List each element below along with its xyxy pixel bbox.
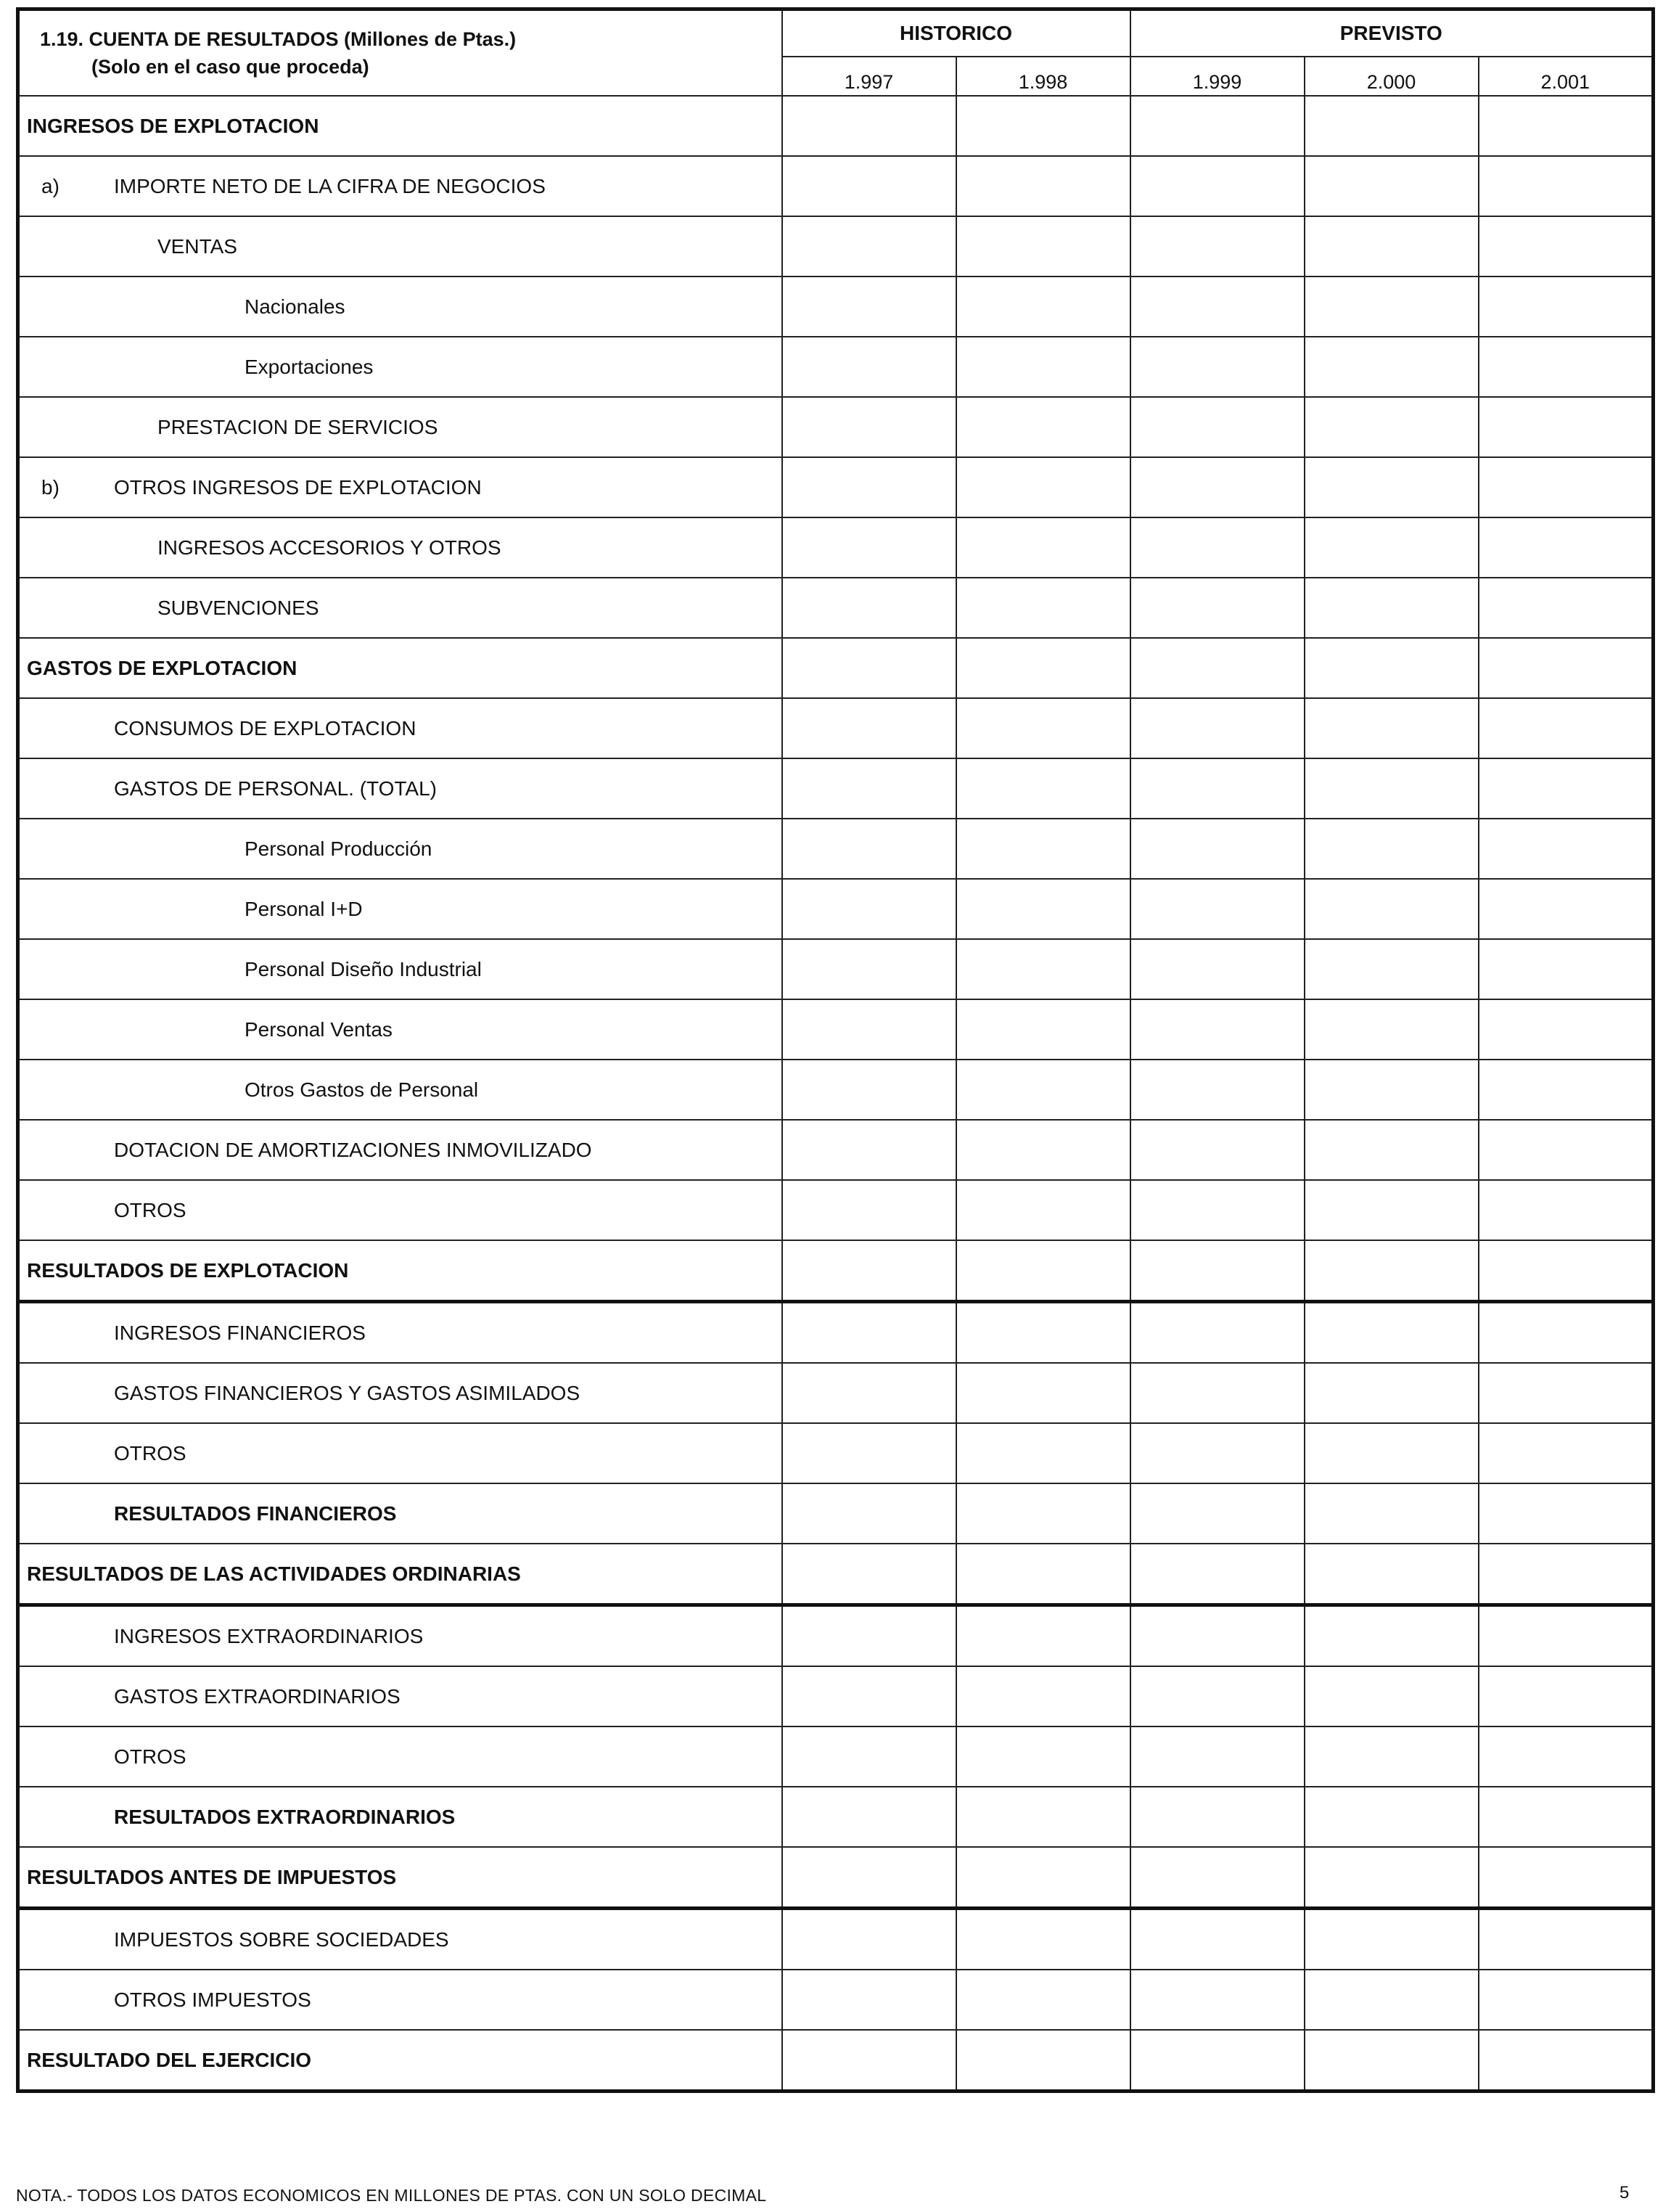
value-cell-1999[interactable] bbox=[1130, 1363, 1305, 1423]
value-cell-1999[interactable] bbox=[1130, 578, 1305, 638]
table-row bbox=[18, 1847, 1654, 1909]
value-cell-2001[interactable] bbox=[1479, 578, 1654, 638]
table-row bbox=[18, 276, 1654, 337]
row-label-text: Exportaciones bbox=[245, 355, 374, 378]
group-header-historico: HISTORICO bbox=[782, 9, 1130, 57]
table-row bbox=[18, 638, 1654, 698]
row-label-text: OTROS bbox=[114, 1441, 186, 1465]
value-cell-1998[interactable] bbox=[956, 1180, 1130, 1240]
form-title-line1: 1.19. CUENTA DE RESULTADOS (Millones de Ptas.) bbox=[40, 28, 517, 50]
table-row bbox=[18, 1666, 1654, 1726]
page-number: 5 bbox=[1619, 2183, 1630, 2203]
row-label bbox=[18, 1302, 782, 1364]
value-cell-2001[interactable] bbox=[1479, 939, 1654, 999]
row-label-text: Personal Producción bbox=[245, 837, 432, 860]
row-label bbox=[18, 1180, 782, 1240]
table-row bbox=[18, 1909, 1654, 1970]
table-row bbox=[18, 96, 1654, 156]
value-cell-2001[interactable] bbox=[1479, 698, 1654, 758]
row-label bbox=[18, 216, 782, 276]
footer-note: NOTA.- TODOS LOS DATOS ECONOMICOS EN MILLONES DE PTAS. CON UN SOLO DECIMAL bbox=[16, 2186, 767, 2205]
row-label-text: INGRESOS EXTRAORDINARIOS bbox=[114, 1624, 424, 1647]
value-cell-1999[interactable] bbox=[1130, 939, 1305, 999]
row-label-text: DOTACION DE AMORTIZACIONES INMOVILIZADO bbox=[114, 1138, 592, 1161]
value-cell-1997[interactable] bbox=[782, 758, 956, 819]
row-label bbox=[18, 457, 782, 517]
value-cell-2001[interactable] bbox=[1479, 1060, 1654, 1120]
row-label-text: Nacionales bbox=[245, 295, 345, 318]
row-label bbox=[18, 276, 782, 337]
value-cell-2000[interactable] bbox=[1305, 216, 1479, 276]
value-cell-1999[interactable] bbox=[1130, 1666, 1305, 1726]
value-cell-1997[interactable] bbox=[782, 1240, 956, 1302]
row-label-text: RESULTADOS DE LAS ACTIVIDADES ORDINARIAS bbox=[27, 1562, 521, 1585]
row-label bbox=[18, 1240, 782, 1302]
row-label-text: RESULTADOS EXTRAORDINARIOS bbox=[114, 1805, 456, 1828]
value-cell-1998[interactable] bbox=[956, 1483, 1130, 1544]
value-cell-1999[interactable] bbox=[1130, 1544, 1305, 1605]
table-row bbox=[18, 1483, 1654, 1544]
value-cell-1997[interactable] bbox=[782, 638, 956, 698]
year-header-1998: 1.998 bbox=[956, 57, 1130, 96]
value-cell-1998[interactable] bbox=[956, 1605, 1130, 1667]
row-marker: a) bbox=[41, 174, 59, 197]
value-cell-2000[interactable] bbox=[1305, 276, 1479, 337]
row-label-text: VENTAS bbox=[157, 234, 237, 258]
value-cell-2001[interactable] bbox=[1479, 879, 1654, 939]
table-row bbox=[18, 517, 1654, 578]
value-cell-1999[interactable] bbox=[1130, 216, 1305, 276]
value-cell-1999[interactable] bbox=[1130, 156, 1305, 216]
row-label bbox=[18, 1666, 782, 1726]
value-cell-1997[interactable] bbox=[782, 1970, 956, 2030]
value-cell-1998[interactable] bbox=[956, 1909, 1130, 1970]
row-label bbox=[18, 939, 782, 999]
value-cell-1998[interactable] bbox=[956, 96, 1130, 156]
row-label bbox=[18, 999, 782, 1060]
row-label-text: OTROS IMPUESTOS bbox=[114, 1988, 311, 2011]
value-cell-2001[interactable] bbox=[1479, 1302, 1654, 1364]
row-label-text: Personal Diseño Industrial bbox=[245, 957, 482, 980]
row-label bbox=[18, 578, 782, 638]
value-cell-1998[interactable] bbox=[956, 1970, 1130, 2030]
form-title-line2: (Solo en el caso que proceda) bbox=[91, 56, 369, 78]
value-cell-1998[interactable] bbox=[956, 698, 1130, 758]
group-header-previsto: PREVISTO bbox=[1130, 9, 1654, 57]
value-cell-1999[interactable] bbox=[1130, 397, 1305, 457]
row-label-text: RESULTADOS ANTES DE IMPUESTOS bbox=[27, 1865, 397, 1888]
value-cell-1997[interactable] bbox=[782, 1483, 956, 1544]
row-label-text: RESULTADO DEL EJERCICIO bbox=[27, 2048, 312, 2071]
row-label bbox=[18, 1544, 782, 1605]
value-cell-1999[interactable] bbox=[1130, 1787, 1305, 1847]
value-cell-1998[interactable] bbox=[956, 1240, 1130, 1302]
value-cell-1999[interactable] bbox=[1130, 1120, 1305, 1180]
table-row bbox=[18, 758, 1654, 819]
value-cell-1997[interactable] bbox=[782, 2030, 956, 2092]
value-cell-1997[interactable] bbox=[782, 1909, 956, 1970]
value-cell-2001[interactable] bbox=[1479, 96, 1654, 156]
row-label bbox=[18, 638, 782, 698]
value-cell-2000[interactable] bbox=[1305, 879, 1479, 939]
value-cell-1998[interactable] bbox=[956, 156, 1130, 216]
row-label bbox=[18, 1060, 782, 1120]
value-cell-1997[interactable] bbox=[782, 397, 956, 457]
value-cell-2000[interactable] bbox=[1305, 397, 1479, 457]
row-label-text: GASTOS EXTRAORDINARIOS bbox=[114, 1684, 401, 1708]
value-cell-2000[interactable] bbox=[1305, 156, 1479, 216]
table-row bbox=[18, 1423, 1654, 1483]
table-row bbox=[18, 1544, 1654, 1605]
table-row bbox=[18, 1726, 1654, 1787]
value-cell-2000[interactable] bbox=[1305, 1240, 1479, 1302]
value-cell-2000[interactable] bbox=[1305, 1544, 1479, 1605]
value-cell-2000[interactable] bbox=[1305, 698, 1479, 758]
value-cell-1998[interactable] bbox=[956, 276, 1130, 337]
value-cell-2000[interactable] bbox=[1305, 1909, 1479, 1970]
value-cell-2000[interactable] bbox=[1305, 578, 1479, 638]
row-label bbox=[18, 1787, 782, 1847]
year-header-2001: 2.001 bbox=[1479, 57, 1654, 96]
value-cell-1998[interactable] bbox=[956, 578, 1130, 638]
row-label-text: Otros Gastos de Personal bbox=[245, 1078, 479, 1101]
row-label-text: Personal Ventas bbox=[245, 1017, 393, 1041]
value-cell-2000[interactable] bbox=[1305, 1605, 1479, 1667]
row-label bbox=[18, 758, 782, 819]
value-cell-2001[interactable] bbox=[1479, 1909, 1654, 1970]
value-cell-2000[interactable] bbox=[1305, 337, 1479, 397]
row-label-text: PRESTACION DE SERVICIOS bbox=[157, 415, 438, 438]
value-cell-1997[interactable] bbox=[782, 156, 956, 216]
value-cell-1999[interactable] bbox=[1130, 1060, 1305, 1120]
value-cell-1997[interactable] bbox=[782, 1666, 956, 1726]
value-cell-2001[interactable] bbox=[1479, 1483, 1654, 1544]
value-cell-1997[interactable] bbox=[782, 337, 956, 397]
value-cell-1998[interactable] bbox=[956, 1666, 1130, 1726]
table-row bbox=[18, 819, 1654, 879]
value-cell-2000[interactable] bbox=[1305, 819, 1479, 879]
value-cell-1997[interactable] bbox=[782, 1302, 956, 1364]
value-cell-2001[interactable] bbox=[1479, 1120, 1654, 1180]
value-cell-1997[interactable] bbox=[782, 1605, 956, 1667]
value-cell-1999[interactable] bbox=[1130, 337, 1305, 397]
value-cell-1999[interactable] bbox=[1130, 2030, 1305, 2092]
value-cell-2000[interactable] bbox=[1305, 1970, 1479, 2030]
value-cell-1997[interactable] bbox=[782, 1120, 956, 1180]
value-cell-1997[interactable] bbox=[782, 819, 956, 879]
table-row bbox=[18, 1180, 1654, 1240]
row-label-text: GASTOS DE PERSONAL. (TOTAL) bbox=[114, 777, 437, 800]
value-cell-2001[interactable] bbox=[1479, 1240, 1654, 1302]
table-row bbox=[18, 879, 1654, 939]
value-cell-2001[interactable] bbox=[1479, 517, 1654, 578]
row-label bbox=[18, 156, 782, 216]
row-label-text: INGRESOS DE EXPLOTACION bbox=[27, 114, 319, 137]
value-cell-2001[interactable] bbox=[1479, 758, 1654, 819]
row-label bbox=[18, 1605, 782, 1667]
value-cell-1998[interactable] bbox=[956, 1302, 1130, 1364]
value-cell-1999[interactable] bbox=[1130, 1483, 1305, 1544]
header-row-groups bbox=[18, 9, 1654, 57]
value-cell-1999[interactable] bbox=[1130, 1726, 1305, 1787]
value-cell-1997[interactable] bbox=[782, 96, 956, 156]
value-cell-1998[interactable] bbox=[956, 1787, 1130, 1847]
row-label bbox=[18, 1726, 782, 1787]
row-label-text: GASTOS DE EXPLOTACION bbox=[27, 656, 297, 679]
value-cell-2000[interactable] bbox=[1305, 1363, 1479, 1423]
table-row bbox=[18, 1240, 1654, 1302]
value-cell-1999[interactable] bbox=[1130, 698, 1305, 758]
value-cell-1997[interactable] bbox=[782, 517, 956, 578]
value-cell-2000[interactable] bbox=[1305, 517, 1479, 578]
row-label-text: IMPORTE NETO DE LA CIFRA DE NEGOCIOS bbox=[114, 174, 546, 197]
value-cell-1997[interactable] bbox=[782, 578, 956, 638]
value-cell-1999[interactable] bbox=[1130, 457, 1305, 517]
row-label-text: SUBVENCIONES bbox=[157, 596, 319, 619]
row-label-text: CONSUMOS DE EXPLOTACION bbox=[114, 716, 416, 740]
value-cell-2001[interactable] bbox=[1479, 1423, 1654, 1483]
value-cell-2000[interactable] bbox=[1305, 1423, 1479, 1483]
value-cell-1998[interactable] bbox=[956, 638, 1130, 698]
value-cell-1999[interactable] bbox=[1130, 96, 1305, 156]
value-cell-1999[interactable] bbox=[1130, 1302, 1305, 1364]
value-cell-2001[interactable] bbox=[1479, 337, 1654, 397]
value-cell-1998[interactable] bbox=[956, 337, 1130, 397]
row-label bbox=[18, 1909, 782, 1970]
value-cell-2001[interactable] bbox=[1479, 1605, 1654, 1667]
row-label bbox=[18, 337, 782, 397]
value-cell-2000[interactable] bbox=[1305, 96, 1479, 156]
value-cell-2001[interactable] bbox=[1479, 2030, 1654, 2092]
value-cell-1999[interactable] bbox=[1130, 819, 1305, 879]
table-row bbox=[18, 457, 1654, 517]
table-row bbox=[18, 939, 1654, 999]
value-cell-2000[interactable] bbox=[1305, 2030, 1479, 2092]
value-cell-2001[interactable] bbox=[1479, 156, 1654, 216]
table-row bbox=[18, 999, 1654, 1060]
value-cell-2001[interactable] bbox=[1479, 1544, 1654, 1605]
row-label bbox=[18, 1847, 782, 1909]
value-cell-1998[interactable] bbox=[956, 1726, 1130, 1787]
value-cell-2001[interactable] bbox=[1479, 276, 1654, 337]
row-label-text: OTROS bbox=[114, 1198, 186, 1221]
value-cell-1999[interactable] bbox=[1130, 1909, 1305, 1970]
value-cell-1998[interactable] bbox=[956, 1423, 1130, 1483]
value-cell-1998[interactable] bbox=[956, 758, 1130, 819]
value-cell-2000[interactable] bbox=[1305, 1302, 1479, 1364]
value-cell-1998[interactable] bbox=[956, 939, 1130, 999]
value-cell-2000[interactable] bbox=[1305, 1060, 1479, 1120]
table-row bbox=[18, 156, 1654, 216]
value-cell-2001[interactable] bbox=[1479, 999, 1654, 1060]
row-label-text: INGRESOS FINANCIEROS bbox=[114, 1321, 366, 1344]
table-row bbox=[18, 2030, 1654, 2092]
value-cell-1998[interactable] bbox=[956, 517, 1130, 578]
row-label bbox=[18, 2030, 782, 2092]
value-cell-2001[interactable] bbox=[1479, 1726, 1654, 1787]
table-row bbox=[18, 578, 1654, 638]
value-cell-1999[interactable] bbox=[1130, 758, 1305, 819]
row-label-text: RESULTADOS FINANCIEROS bbox=[114, 1502, 397, 1525]
value-cell-2000[interactable] bbox=[1305, 758, 1479, 819]
value-cell-1997[interactable] bbox=[782, 1544, 956, 1605]
value-cell-1999[interactable] bbox=[1130, 276, 1305, 337]
results-account-table bbox=[16, 7, 1655, 2093]
value-cell-2001[interactable] bbox=[1479, 397, 1654, 457]
value-cell-1997[interactable] bbox=[782, 999, 956, 1060]
value-cell-2000[interactable] bbox=[1305, 1847, 1479, 1909]
row-label bbox=[18, 1970, 782, 2030]
value-cell-2000[interactable] bbox=[1305, 457, 1479, 517]
value-cell-1999[interactable] bbox=[1130, 1180, 1305, 1240]
value-cell-2001[interactable] bbox=[1479, 457, 1654, 517]
value-cell-1997[interactable] bbox=[782, 879, 956, 939]
value-cell-2000[interactable] bbox=[1305, 1787, 1479, 1847]
row-label bbox=[18, 819, 782, 879]
value-cell-2000[interactable] bbox=[1305, 1483, 1479, 1544]
value-cell-1997[interactable] bbox=[782, 1787, 956, 1847]
row-label-text: Personal I+D bbox=[245, 897, 363, 920]
form-title bbox=[18, 9, 782, 97]
table-row bbox=[18, 1787, 1654, 1847]
value-cell-2000[interactable] bbox=[1305, 939, 1479, 999]
value-cell-2000[interactable] bbox=[1305, 1180, 1479, 1240]
value-cell-1998[interactable] bbox=[956, 457, 1130, 517]
value-cell-1997[interactable] bbox=[782, 1847, 956, 1909]
value-cell-1998[interactable] bbox=[956, 999, 1130, 1060]
value-cell-2001[interactable] bbox=[1479, 1363, 1654, 1423]
row-label bbox=[18, 1483, 782, 1544]
row-label-text: RESULTADOS DE EXPLOTACION bbox=[27, 1258, 349, 1282]
value-cell-1997[interactable] bbox=[782, 1180, 956, 1240]
row-label bbox=[18, 698, 782, 758]
value-cell-1998[interactable] bbox=[956, 1363, 1130, 1423]
row-label bbox=[18, 517, 782, 578]
value-cell-1999[interactable] bbox=[1130, 1605, 1305, 1667]
table-row bbox=[18, 1120, 1654, 1180]
value-cell-2000[interactable] bbox=[1305, 1666, 1479, 1726]
value-cell-2001[interactable] bbox=[1479, 1970, 1654, 2030]
row-label bbox=[18, 1363, 782, 1423]
value-cell-1998[interactable] bbox=[956, 1544, 1130, 1605]
value-cell-2001[interactable] bbox=[1479, 819, 1654, 879]
value-cell-1997[interactable] bbox=[782, 1423, 956, 1483]
value-cell-2001[interactable] bbox=[1479, 1666, 1654, 1726]
row-marker: b) bbox=[41, 475, 59, 499]
table-row bbox=[18, 397, 1654, 457]
row-label-text: OTROS bbox=[114, 1745, 186, 1768]
value-cell-2000[interactable] bbox=[1305, 1726, 1479, 1787]
value-cell-1998[interactable] bbox=[956, 1060, 1130, 1120]
table-row bbox=[18, 698, 1654, 758]
value-cell-2000[interactable] bbox=[1305, 999, 1479, 1060]
table-row bbox=[18, 1605, 1654, 1667]
value-cell-2000[interactable] bbox=[1305, 638, 1479, 698]
row-label bbox=[18, 1120, 782, 1180]
value-cell-1999[interactable] bbox=[1130, 638, 1305, 698]
table-row bbox=[18, 337, 1654, 397]
row-label bbox=[18, 96, 782, 156]
value-cell-1999[interactable] bbox=[1130, 1847, 1305, 1909]
value-cell-1998[interactable] bbox=[956, 819, 1130, 879]
table-body bbox=[18, 96, 1654, 2092]
value-cell-1999[interactable] bbox=[1130, 1970, 1305, 2030]
value-cell-1998[interactable] bbox=[956, 216, 1130, 276]
value-cell-1999[interactable] bbox=[1130, 879, 1305, 939]
row-label bbox=[18, 879, 782, 939]
value-cell-1997[interactable] bbox=[782, 276, 956, 337]
value-cell-1997[interactable] bbox=[782, 1363, 956, 1423]
value-cell-1999[interactable] bbox=[1130, 999, 1305, 1060]
row-label bbox=[18, 1423, 782, 1483]
value-cell-1997[interactable] bbox=[782, 457, 956, 517]
value-cell-1997[interactable] bbox=[782, 216, 956, 276]
value-cell-2001[interactable] bbox=[1479, 1847, 1654, 1909]
value-cell-2001[interactable] bbox=[1479, 1787, 1654, 1847]
value-cell-1997[interactable] bbox=[782, 939, 956, 999]
row-label-text: GASTOS FINANCIEROS Y GASTOS ASIMILADOS bbox=[114, 1381, 580, 1404]
table-row bbox=[18, 1970, 1654, 2030]
year-header-1997: 1.997 bbox=[782, 57, 956, 96]
row-label bbox=[18, 397, 782, 457]
value-cell-2001[interactable] bbox=[1479, 1180, 1654, 1240]
value-cell-2000[interactable] bbox=[1305, 1120, 1479, 1180]
value-cell-1999[interactable] bbox=[1130, 1423, 1305, 1483]
value-cell-1999[interactable] bbox=[1130, 1240, 1305, 1302]
year-header-2000: 2.000 bbox=[1305, 57, 1479, 96]
value-cell-1997[interactable] bbox=[782, 1060, 956, 1120]
table-row bbox=[18, 1363, 1654, 1423]
value-cell-1999[interactable] bbox=[1130, 517, 1305, 578]
value-cell-2001[interactable] bbox=[1479, 638, 1654, 698]
value-cell-1998[interactable] bbox=[956, 879, 1130, 939]
value-cell-1998[interactable] bbox=[956, 2030, 1130, 2092]
value-cell-1998[interactable] bbox=[956, 1847, 1130, 1909]
row-label-text: INGRESOS ACCESORIOS Y OTROS bbox=[157, 536, 501, 559]
value-cell-1997[interactable] bbox=[782, 698, 956, 758]
table-row bbox=[18, 1302, 1654, 1364]
table-row bbox=[18, 1060, 1654, 1120]
value-cell-1998[interactable] bbox=[956, 397, 1130, 457]
row-label-text: IMPUESTOS SOBRE SOCIEDADES bbox=[114, 1928, 449, 1951]
row-label-text: OTROS INGRESOS DE EXPLOTACION bbox=[114, 475, 482, 499]
value-cell-1997[interactable] bbox=[782, 1726, 956, 1787]
value-cell-2001[interactable] bbox=[1479, 216, 1654, 276]
value-cell-1998[interactable] bbox=[956, 1120, 1130, 1180]
table-row bbox=[18, 216, 1654, 276]
year-header-1999: 1.999 bbox=[1130, 57, 1305, 96]
